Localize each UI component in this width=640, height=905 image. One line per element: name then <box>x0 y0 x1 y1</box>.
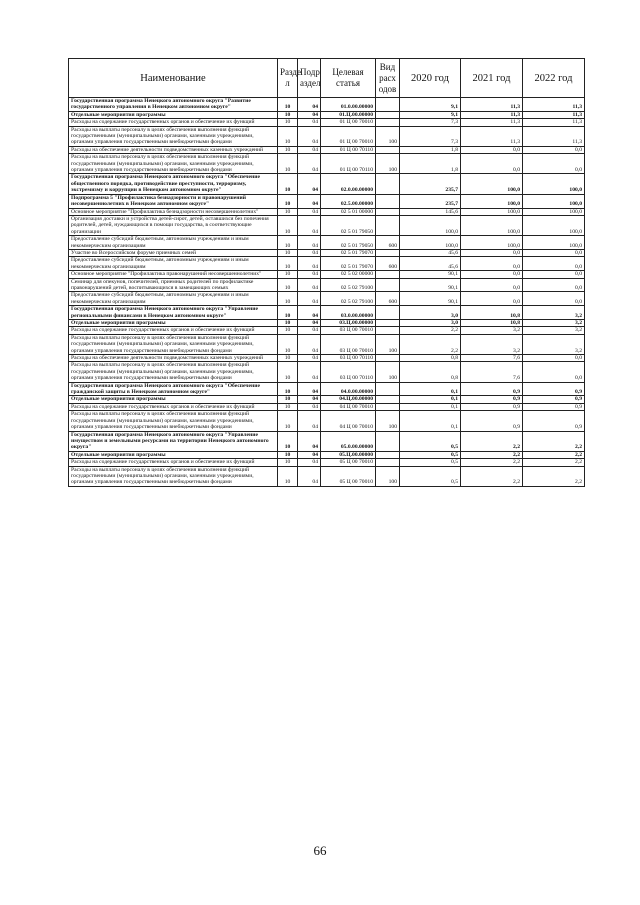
row-article: 04.0.00.00000 <box>321 382 376 396</box>
row-2022: 100,0 <box>523 194 585 208</box>
row-2022: 3,2 <box>523 327 585 334</box>
row-2021: 0,0 <box>461 146 523 153</box>
row-razdel: 10 <box>278 320 298 327</box>
row-name: Расходы на содержание государственных органов и обеспечение их функций <box>69 403 278 410</box>
row-razdel: 10 <box>278 403 298 410</box>
row-name: Расходы на выплаты персоналу в целях обеспечения выполнения функций государственными (муниципальными) органами, казенными учреждениями, органами управления государственными внебюджетными фондами <box>69 154 278 174</box>
row-podrazdel: 04 <box>298 98 321 112</box>
row-2020: 1,8 <box>400 146 461 153</box>
row-2022: 0,0 <box>523 278 585 292</box>
row-name: Государственная программа Ненецкого автономного округа "Обеспечение гражданской защиты в Ненецком автономном округе" <box>69 382 278 396</box>
row-razdel: 10 <box>278 278 298 292</box>
row-2022: 0,0 <box>523 146 585 153</box>
row-podrazdel: 04 <box>298 334 321 354</box>
row-name: Расходы на обеспечение деятельности подведомственных казенных учреждений <box>69 146 278 153</box>
row-razdel: 10 <box>278 208 298 215</box>
row-vid <box>376 208 400 215</box>
row-2021: 0,0 <box>461 278 523 292</box>
row-name: Подпрограмма 5 "Профилактика безнадзорности и правонарушений несовершеннолетних в Ненецком автономном округе" <box>69 194 278 208</box>
row-2022: 11,3 <box>523 98 585 112</box>
row-2022: 0,0 <box>523 362 585 382</box>
row-2022: 2,2 <box>523 459 585 466</box>
row-2022: 0,9 <box>523 382 585 396</box>
table-row <box>69 126 585 146</box>
row-razdel: 10 <box>278 174 298 194</box>
row-article: 04.Ц.00.00000 <box>321 396 376 403</box>
row-article: 03 Ц 00 70110 <box>321 355 376 362</box>
row-2020: 90,1 <box>400 271 461 278</box>
row-2021: 100,0 <box>461 236 523 250</box>
row-vid: 600 <box>376 257 400 271</box>
row-2020: 90,1 <box>400 292 461 306</box>
row-name: Расходы на выплаты персоналу в целях обеспечения выполнения функций государственными (муниципальными) органами, казенными учреждениями, органами управления государственными внебюджетными фондами <box>69 126 278 146</box>
row-2022: 0,0 <box>523 355 585 362</box>
row-2022: 0,0 <box>523 271 585 278</box>
table-row <box>69 208 585 215</box>
row-2021: 7,6 <box>461 355 523 362</box>
row-razdel: 10 <box>278 466 298 486</box>
row-podrazdel: 04 <box>298 411 321 431</box>
row-vid <box>376 396 400 403</box>
row-name: Основное мероприятие "Профилактика безнадзорности несовершеннолетних" <box>69 208 278 215</box>
row-name: Отдельные мероприятия программы <box>69 320 278 327</box>
row-podrazdel: 04 <box>298 327 321 334</box>
row-name: Государственная программа Ненецкого автономного округа "Управление региональными финансами в Ненецком автономном округе" <box>69 306 278 320</box>
row-2022: 0,9 <box>523 403 585 410</box>
row-2020: 0,1 <box>400 396 461 403</box>
row-2022: 11,3 <box>523 111 585 118</box>
row-article: 01 Ц 00 70010 <box>321 126 376 146</box>
row-podrazdel: 04 <box>298 146 321 153</box>
row-name: Отдельные мероприятия программы <box>69 111 278 118</box>
row-podrazdel: 04 <box>298 249 321 256</box>
row-2022: 3,2 <box>523 334 585 354</box>
row-podrazdel: 04 <box>298 174 321 194</box>
row-podrazdel: 04 <box>298 382 321 396</box>
row-2022: 0,0 <box>523 154 585 174</box>
row-2021: 0,9 <box>461 403 523 410</box>
row-vid <box>376 111 400 118</box>
row-podrazdel: 04 <box>298 126 321 146</box>
row-name: Расходы на выплаты персоналу в целях обеспечения выполнения функций государственными (муниципальными) органами, казенными учреждениями, органами управления государственными внебюджетными фондами <box>69 334 278 354</box>
row-vid <box>376 459 400 466</box>
row-article: 03 Ц 00 70110 <box>321 362 376 382</box>
row-article: 01 Ц 00 70010 <box>321 119 376 126</box>
table-row <box>69 215 585 235</box>
header-vid: Вид расх одов <box>376 59 400 98</box>
table-row <box>69 98 585 112</box>
row-vid <box>376 451 400 458</box>
header-2022: 2022 год <box>523 59 585 98</box>
row-name: Государственная программа Ненецкого автономного округа "Развитие государственного управления в Ненецком автономном округе" <box>69 98 278 112</box>
row-podrazdel: 04 <box>298 208 321 215</box>
row-2021: 0,0 <box>461 271 523 278</box>
row-vid <box>376 355 400 362</box>
row-article: 02.5.00.00000 <box>321 194 376 208</box>
table-row <box>69 403 585 410</box>
row-razdel: 10 <box>278 98 298 112</box>
row-2021: 0,0 <box>461 257 523 271</box>
row-2022: 11,3 <box>523 119 585 126</box>
row-2020: 1,8 <box>400 154 461 174</box>
row-name: Расходы на обеспечение деятельности подведомственных казенных учреждений <box>69 355 278 362</box>
row-podrazdel: 04 <box>298 431 321 451</box>
row-razdel: 10 <box>278 396 298 403</box>
row-2021: 2,2 <box>461 431 523 451</box>
row-razdel: 10 <box>278 327 298 334</box>
row-2022: 3,2 <box>523 306 585 320</box>
row-razdel: 10 <box>278 382 298 396</box>
row-2022: 2,2 <box>523 466 585 486</box>
row-name: Расходы на содержание государственных органов и обеспечение их функций <box>69 327 278 334</box>
row-2020: 9,1 <box>400 111 461 118</box>
row-article: 05 Ц 00 70010 <box>321 466 376 486</box>
row-razdel: 10 <box>278 194 298 208</box>
row-name: Расходы на выплаты персоналу в целях обеспечения выполнения функций государственными (муниципальными) органами, казенными учреждениями, органами управления государственными внебюджетными фондами <box>69 466 278 486</box>
table-row <box>69 146 585 153</box>
row-article: 01 Ц 00 70110 <box>321 154 376 174</box>
header-podrazdel: Подр аздел <box>298 59 321 98</box>
row-podrazdel: 04 <box>298 194 321 208</box>
row-vid: 100 <box>376 334 400 354</box>
row-2021: 3,2 <box>461 327 523 334</box>
table-row <box>69 459 585 466</box>
row-razdel: 10 <box>278 271 298 278</box>
row-vid <box>376 431 400 451</box>
row-2020: 0,8 <box>400 355 461 362</box>
row-2020: 0,5 <box>400 459 461 466</box>
table-row <box>69 306 585 320</box>
row-razdel: 10 <box>278 154 298 174</box>
row-podrazdel: 04 <box>298 320 321 327</box>
table-row <box>69 271 585 278</box>
row-podrazdel: 04 <box>298 271 321 278</box>
row-name: Отдельные мероприятия программы <box>69 451 278 458</box>
row-article: 02 5 02 00000 <box>321 271 376 278</box>
row-razdel: 10 <box>278 257 298 271</box>
row-name: Основное мероприятие "Профилактика правонарушений несовершеннолетних" <box>69 271 278 278</box>
row-2020: 235,7 <box>400 194 461 208</box>
table-header-row <box>69 59 585 98</box>
row-2022: 100,0 <box>523 236 585 250</box>
row-vid <box>376 306 400 320</box>
row-2021: 100,0 <box>461 174 523 194</box>
row-2020: 100,0 <box>400 215 461 235</box>
row-podrazdel: 04 <box>298 396 321 403</box>
row-razdel: 10 <box>278 111 298 118</box>
row-2022: 11,3 <box>523 126 585 146</box>
row-article: 05.0.00.00000 <box>321 431 376 451</box>
table-row <box>69 320 585 327</box>
table-row <box>69 119 585 126</box>
row-2021: 100,0 <box>461 208 523 215</box>
row-2021: 2,2 <box>461 466 523 486</box>
row-podrazdel: 04 <box>298 236 321 250</box>
row-2021: 11,3 <box>461 111 523 118</box>
row-podrazdel: 04 <box>298 355 321 362</box>
row-2021: 10,8 <box>461 320 523 327</box>
row-2020: 2,2 <box>400 334 461 354</box>
row-2020: 0,8 <box>400 362 461 382</box>
row-article: 02 5 01 79050 <box>321 215 376 235</box>
row-2020: 9,1 <box>400 98 461 112</box>
row-name: Государственная программа Ненецкого автономного округа "Управление имуществом и земельными ресурсами на территории Ненецкого автономного округа" <box>69 431 278 451</box>
row-name: Государственная программа Ненецкого автономного округа "Обеспечение общественного порядка, противодействие преступности, терроризму, экстремизму и коррупции в Ненецком автономном округе" <box>69 174 278 194</box>
row-razdel: 10 <box>278 292 298 306</box>
row-2022: 0,9 <box>523 411 585 431</box>
table-row <box>69 249 585 256</box>
row-name: Предоставление субсидий бюджетным, автономным учреждениям и иным некоммерческим организациям <box>69 257 278 271</box>
row-2021: 3,2 <box>461 334 523 354</box>
row-name: Предоставление субсидий бюджетным, автономным учреждениям и иным некоммерческим организациям <box>69 236 278 250</box>
row-vid: 100 <box>376 466 400 486</box>
row-article: 01.Ц.00.00000 <box>321 111 376 118</box>
row-vid: 100 <box>376 154 400 174</box>
row-razdel: 10 <box>278 451 298 458</box>
row-2020: 0,1 <box>400 403 461 410</box>
row-2020: 0,5 <box>400 451 461 458</box>
row-razdel: 10 <box>278 431 298 451</box>
row-2021: 100,0 <box>461 194 523 208</box>
row-2021: 11,3 <box>461 126 523 146</box>
row-vid: 600 <box>376 292 400 306</box>
table-row <box>69 154 585 174</box>
row-vid: 600 <box>376 236 400 250</box>
table-row <box>69 194 585 208</box>
row-2020: 0,5 <box>400 466 461 486</box>
table-row <box>69 174 585 194</box>
row-vid <box>376 327 400 334</box>
row-2020: 145,6 <box>400 208 461 215</box>
table-row <box>69 431 585 451</box>
table-row <box>69 327 585 334</box>
row-2021: 11,3 <box>461 119 523 126</box>
row-article: 02 5 01 79070 <box>321 249 376 256</box>
row-2020: 7,3 <box>400 119 461 126</box>
row-vid <box>376 119 400 126</box>
row-2021: 7,6 <box>461 362 523 382</box>
row-2020: 0,1 <box>400 411 461 431</box>
row-razdel: 10 <box>278 236 298 250</box>
row-podrazdel: 04 <box>298 362 321 382</box>
row-2020: 100,0 <box>400 236 461 250</box>
row-podrazdel: 04 <box>298 257 321 271</box>
table-row <box>69 292 585 306</box>
row-article: 05 Ц 00 70010 <box>321 459 376 466</box>
row-article: 03.0.00.00000 <box>321 306 376 320</box>
row-vid <box>376 194 400 208</box>
header-2021: 2021 год <box>461 59 523 98</box>
row-article: 02.0.00.00000 <box>321 174 376 194</box>
header-name: Наименование <box>69 59 278 98</box>
table-row <box>69 257 585 271</box>
row-name: Расходы на выплаты персоналу в целях обеспечения выполнения функций государственными (муниципальными) органами, казенными учреждениями, органами управления государственными внебюджетными фондами <box>69 362 278 382</box>
row-article: 03 Ц 00 70010 <box>321 334 376 354</box>
row-podrazdel: 04 <box>298 451 321 458</box>
row-razdel: 10 <box>278 119 298 126</box>
row-razdel: 10 <box>278 411 298 431</box>
row-name: Участие во Всероссийском форуме приемных семей <box>69 249 278 256</box>
row-2021: 0,0 <box>461 292 523 306</box>
row-2021: 0,0 <box>461 249 523 256</box>
row-vid: 100 <box>376 411 400 431</box>
page-number: 66 <box>313 843 327 858</box>
row-article: 02 5 02 79100 <box>321 292 376 306</box>
row-article: 02 5 01 00000 <box>321 208 376 215</box>
row-article: 01 Ц 00 70110 <box>321 146 376 153</box>
row-2020: 235,7 <box>400 174 461 194</box>
table-row <box>69 355 585 362</box>
row-podrazdel: 04 <box>298 278 321 292</box>
row-2020: 7,3 <box>400 126 461 146</box>
row-razdel: 10 <box>278 215 298 235</box>
row-2021: 0,9 <box>461 382 523 396</box>
row-podrazdel: 04 <box>298 111 321 118</box>
row-razdel: 10 <box>278 146 298 153</box>
table-body <box>69 98 585 487</box>
row-article: 02 5 01 79050 <box>321 236 376 250</box>
table-row <box>69 396 585 403</box>
header-2020: 2020 год <box>400 59 461 98</box>
row-podrazdel: 04 <box>298 466 321 486</box>
row-2022: 100,0 <box>523 215 585 235</box>
row-podrazdel: 04 <box>298 459 321 466</box>
row-vid <box>376 271 400 278</box>
row-vid <box>376 98 400 112</box>
header-article: Целевая статья <box>321 59 376 98</box>
row-2021: 0,0 <box>461 154 523 174</box>
row-2020: 0,1 <box>400 382 461 396</box>
row-2022: 2,2 <box>523 431 585 451</box>
row-article: 05.Ц.00.00000 <box>321 451 376 458</box>
table-row <box>69 411 585 431</box>
row-2020: 2,2 <box>400 327 461 334</box>
row-2020: 45,6 <box>400 257 461 271</box>
row-podrazdel: 04 <box>298 119 321 126</box>
row-vid <box>376 174 400 194</box>
row-2021: 2,2 <box>461 459 523 466</box>
table-row <box>69 111 585 118</box>
row-2021: 2,2 <box>461 451 523 458</box>
row-name: Предоставление субсидий бюджетным, автономным учреждениям и иным некоммерческим организациям <box>69 292 278 306</box>
row-2021: 10,8 <box>461 306 523 320</box>
row-vid <box>376 215 400 235</box>
row-name: Отдельные мероприятия программы <box>69 396 278 403</box>
row-vid: 100 <box>376 362 400 382</box>
row-razdel: 10 <box>278 126 298 146</box>
row-vid <box>376 146 400 153</box>
row-2022: 0,9 <box>523 396 585 403</box>
row-2020: 45,6 <box>400 249 461 256</box>
row-article: 04 Ц 00 70010 <box>321 411 376 431</box>
row-name: Расходы на выплаты персоналу в целях обеспечения выполнения функций государственными (муниципальными) органами, казенными учреждениями, органами управления государственными внебюджетными фондами <box>69 411 278 431</box>
row-podrazdel: 04 <box>298 215 321 235</box>
row-vid <box>376 382 400 396</box>
row-article: 03.Ц.00.00000 <box>321 320 376 327</box>
row-razdel: 10 <box>278 362 298 382</box>
row-name: Семинар для опекунов, попечителей, приемных родителей по профилактике правонарушений детей, воспитывающихся в замещающих семьях <box>69 278 278 292</box>
row-article: 04 Ц 00 70010 <box>321 403 376 410</box>
row-2020: 90,1 <box>400 278 461 292</box>
row-2022: 100,0 <box>523 174 585 194</box>
row-2021: 11,3 <box>461 98 523 112</box>
row-razdel: 10 <box>278 355 298 362</box>
row-2021: 0,9 <box>461 396 523 403</box>
row-vid <box>376 278 400 292</box>
row-vid <box>376 403 400 410</box>
header-razdel: Разде л <box>278 59 298 98</box>
row-2022: 0,0 <box>523 257 585 271</box>
row-article: 01.0.00.00000 <box>321 98 376 112</box>
row-razdel: 10 <box>278 249 298 256</box>
row-2022: 100,0 <box>523 208 585 215</box>
table-row <box>69 466 585 486</box>
row-2021: 0,9 <box>461 411 523 431</box>
row-2020: 3,0 <box>400 320 461 327</box>
row-2020: 0,5 <box>400 431 461 451</box>
row-article: 02 5 01 79070 <box>321 257 376 271</box>
table-row <box>69 236 585 250</box>
row-podrazdel: 04 <box>298 306 321 320</box>
table-row <box>69 278 585 292</box>
row-name: Расходы на содержание государственных органов и обеспечение их функций <box>69 459 278 466</box>
row-vid <box>376 320 400 327</box>
row-article: 02 5 02 79100 <box>321 278 376 292</box>
row-2021: 100,0 <box>461 215 523 235</box>
row-2022: 3,2 <box>523 320 585 327</box>
row-name: Расходы на содержание государственных органов и обеспечение их функций <box>69 119 278 126</box>
row-razdel: 10 <box>278 459 298 466</box>
row-2022: 2,2 <box>523 451 585 458</box>
table-row <box>69 382 585 396</box>
row-2022: 0,0 <box>523 292 585 306</box>
row-2020: 3,0 <box>400 306 461 320</box>
budget-table <box>68 58 585 487</box>
table-row <box>69 451 585 458</box>
row-2022: 0,0 <box>523 249 585 256</box>
row-podrazdel: 04 <box>298 292 321 306</box>
row-razdel: 10 <box>278 306 298 320</box>
row-vid <box>376 249 400 256</box>
table-row <box>69 334 585 354</box>
row-article: 03 Ц 00 70010 <box>321 327 376 334</box>
row-podrazdel: 04 <box>298 154 321 174</box>
row-podrazdel: 04 <box>298 403 321 410</box>
row-name: Организация доставки и устройства детей-сирот, детей, оставшихся без попечения родителей, детей, нуждающихся в помощи государства, в соответствующие организации <box>69 215 278 235</box>
row-razdel: 10 <box>278 334 298 354</box>
row-vid: 100 <box>376 126 400 146</box>
table-row <box>69 362 585 382</box>
